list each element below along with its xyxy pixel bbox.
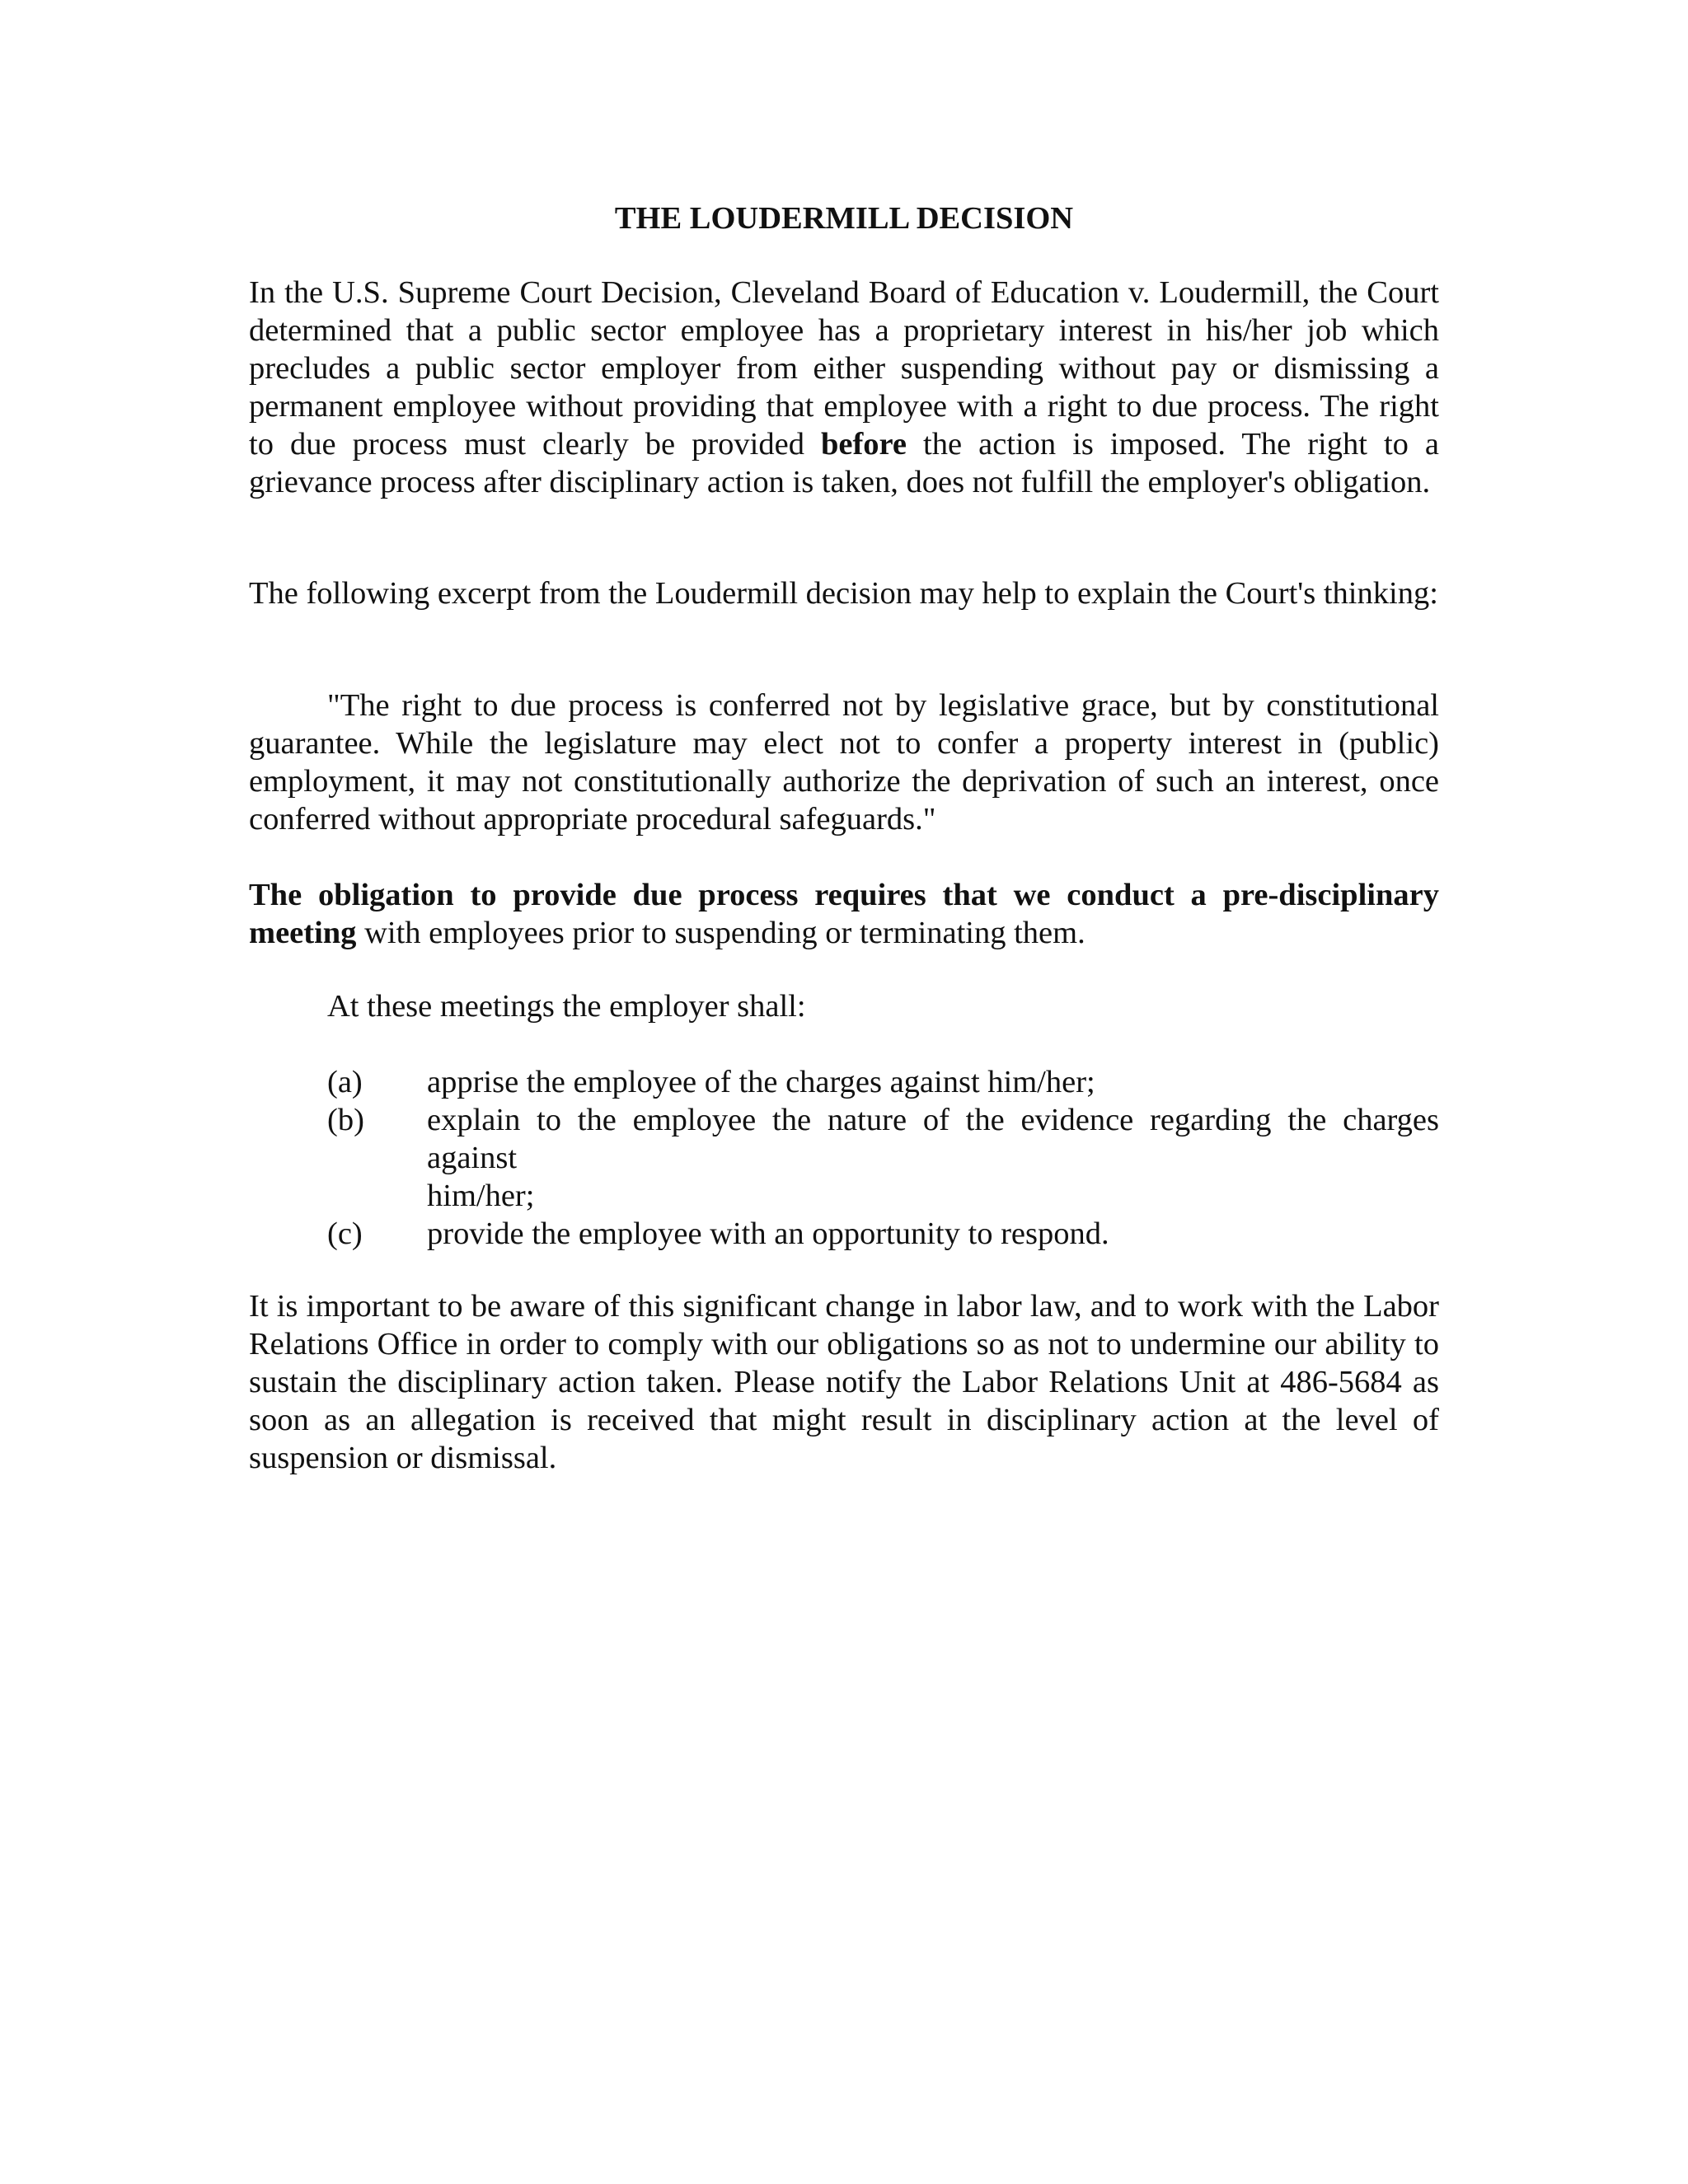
list-intro: At these meetings the employer shall:	[327, 989, 806, 1024]
list-item-text: apprise the employee of the charges against him/her;	[427, 1065, 1095, 1099]
paragraph-loudermill-summary	[249, 274, 1439, 501]
obligation-text: with employees prior to suspending or terminating them.	[356, 916, 1085, 950]
paragraph-obligation	[249, 876, 1439, 952]
list-item-text-main: explain to the employee the nature of the evidence regarding the charges against	[427, 1103, 1439, 1175]
list-item-marker: (a)	[327, 1065, 363, 1099]
emphasis-before: before	[820, 427, 907, 462]
list-item	[327, 1215, 1439, 1253]
list-item-marker: (b)	[327, 1103, 364, 1137]
court-quote: "The right to due process is conferred not by legislative grace, but by constitutional guarantee. While the legislature may elect not to confer a property interest in (public) employment, it may not constitutionally authorize the deprivation of such an interest, once conferred without appropriate procedural safeguards."	[249, 688, 1439, 837]
summary-text-end: the action is imposed. The right to a grievance process after disciplinary action is taken, does not fulfill the employer's obligation.	[249, 427, 1440, 499]
list-item-text	[427, 1101, 1439, 1215]
document-title: THE LOUDERMILL DECISION	[614, 201, 1074, 236]
employer-duties-list	[327, 1063, 1439, 1253]
list-item	[327, 1063, 1439, 1101]
list-item-text-continuation: him/her;	[427, 1179, 535, 1213]
list-item-marker: (c)	[327, 1216, 363, 1251]
obligation-emphasis: The obligation to provide due process requires that we conduct a pre-disciplinary meeting	[249, 878, 1439, 950]
paragraph-closing-notice: It is important to be aware of this significant change in labor law, and to work with the Labor Relations Office in order to comply with our obligations so as not to undermine our ability to sustain the disciplinary action taken. Please notify the Labor Relations Unit at 486-5684 as soon as an allegation is received that might result in disciplinary action at the level of suspension or dismissal.	[249, 1289, 1439, 1475]
paragraph-excerpt-intro: The following excerpt from the Loudermill decision may help to explain the Court's thinking:	[249, 576, 1438, 611]
list-item-text: provide the employee with an opportunity to respond.	[427, 1216, 1109, 1251]
list-item	[327, 1101, 1439, 1215]
summary-text-start: In the U.S. Supreme Court Decision, Cleveland Board of Education v. Loudermill, the Court determined that a public sector employee has a proprietary interest in his/her job which precludes a public sector employer from either suspending without pay or dismissing a permanent employee without providing that employee with a right to due process. The right to due process must clearly be provided	[249, 275, 1439, 462]
